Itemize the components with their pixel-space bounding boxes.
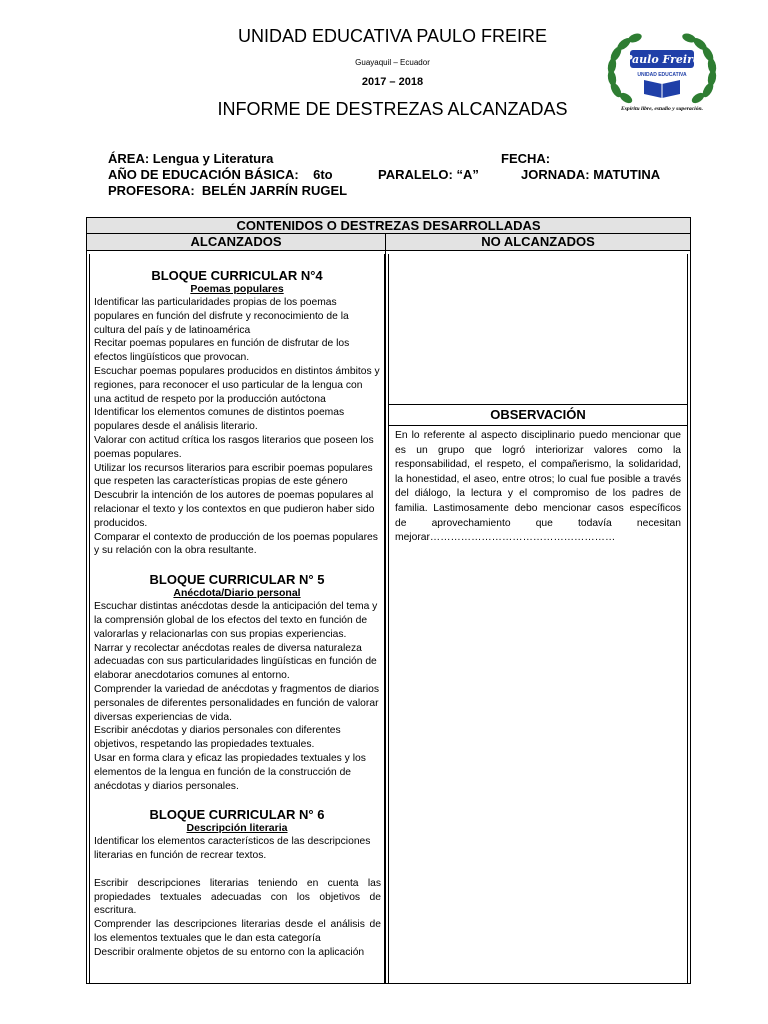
- list-item: Identificar los elementos comunes de distintos poemas populares desde el análisis literario.: [94, 407, 345, 433]
- observacion-box: [389, 404, 687, 983]
- logo-motto: Espíritu libre, estudio y superación.: [620, 106, 704, 112]
- report-title: INFORME DE DESTREZAS ALCANZADAS: [217, 99, 568, 119]
- bloque-subtitle: Poemas populares: [190, 283, 284, 295]
- bloque-title: BLOQUE CURRICULAR N° 5: [149, 572, 325, 588]
- list-item: Comprender la variedad de anécdotas y fragmentos de diarios personales de diferentes personalidades en función de valorar diversas experiencias de vida.: [94, 683, 380, 723]
- logo-subtitle: UNIDAD EDUCATIVA: [637, 72, 687, 78]
- table-column-headers: [87, 234, 690, 251]
- list-item: Recitar poemas populares en función de disfrutar de los efectos lingüísticos que provocan.: [94, 338, 350, 364]
- bloque-title: BLOQUE CURRICULAR N°4: [151, 268, 323, 283]
- bloque-subtitle: Descripción literaria: [186, 822, 288, 835]
- observacion-text: En lo referente al aspecto disciplinario puedo mencionar que es un grupo que logró interiorizar valores como la responsabilidad, el respeto, el compañerismo, la solidaridad, la honestidad, el aseo, entre otros; lo cual fue posible a través del diálogo, la lectura y el compromiso de los padres de familia. Lastimosamente debo mencionar casos específicos de aprovechamiento que todavía necesitan mejorar………………………………………………: [395, 430, 681, 544]
- list-item: Usar en forma clara y eficaz las propiedades textuales y los elementos de la lengua en función de la construcción de anécdotas y diarios personales.: [94, 752, 366, 792]
- bloque-title: BLOQUE CURRICULAR N° 6: [149, 807, 325, 823]
- anio-label: AÑO DE EDUCACIÓN BÁSICA: 6to: [108, 167, 333, 182]
- blank-line: [94, 863, 381, 877]
- list-item: Escribir anécdotas y diarios personales con diferentes objetivos, respetando las propiedades textuales.: [94, 725, 341, 751]
- list-item: Valorar con actitud crítica los rasgos literarios que poseen los poemas populares.: [94, 434, 374, 460]
- laurel-wreath-book-logo: [604, 30, 720, 112]
- jornada-label: JORNADA: MATUTINA: [521, 167, 661, 182]
- fecha-label: FECHA:: [501, 151, 551, 166]
- bloque-subtitle: Anécdota/Diario personal: [173, 587, 301, 600]
- list-item: Escuchar poemas populares producidos en distintos ámbitos y regiones, para reconocer el uso particular de la lengua con una actitud de respeto por la producción autóctona: [94, 365, 380, 405]
- table-title: CONTENIDOS O DESTREZAS DESARROLLADAS: [87, 218, 690, 234]
- city-label: Guayaquil – Ecuador: [355, 58, 430, 67]
- list-item: Identificar las particularidades propias de los poemas populares en función del disfrute y reconocimiento de la cultura del país y de latinoamérica: [94, 297, 349, 336]
- list-item: Narrar y recolectar anécdotas reales de diversa naturaleza adecuadas con sus particularidades lingüísticas en función de elaborar anecdotarios comunes al entorno.: [94, 642, 377, 682]
- alcanzados-cell: [89, 254, 386, 983]
- paralelo-label: PARALELO: “A”: [378, 167, 479, 182]
- profesora-label: PROFESORA: BELÉN JARRÍN RUGEL: [108, 183, 348, 198]
- list-item: Comprender las descripciones literarias desde el análisis de los elementos textuales que le dan esta categoría: [94, 919, 381, 945]
- list-item: Descubrir la intención de los autores de poemas populares al relacionar el texto y los contextos en que pudieron haber sido producidos.: [94, 490, 375, 529]
- list-item: Escribir descripciones literarias teniendo en cuenta las propiedades textuales adecuadas con los objetivos de escritura.: [94, 877, 381, 917]
- bloque-items: [90, 600, 384, 793]
- list-item: Identificar los elementos característicos de las descripciones literarias en función de recrear textos.: [94, 836, 371, 862]
- school-year: 2017 – 2018: [361, 76, 424, 88]
- logo-name: Paulo Freire: [624, 53, 700, 66]
- list-item: Escuchar distintas anécdotas desde la anticipación del tema y la comprensión global de los efectos del texto en función de valorarlas y relacionarlas con sus propias experiencias.: [94, 601, 378, 640]
- bloque-items: [90, 835, 384, 959]
- area-label: ÁREA: Lengua y Literatura: [108, 151, 274, 166]
- observacion-title: OBSERVACIÓN: [389, 405, 687, 426]
- school-name: UNIDAD EDUCATIVA PAULO FREIRE: [237, 26, 548, 46]
- list-item: Comparar el contexto de producción de los poemas populares y su relación con la obra resultante.: [94, 531, 378, 557]
- skills-table: [86, 217, 691, 984]
- list-item: Describir oralmente objetos de su entorno con la aplicación: [94, 946, 365, 958]
- bloque-items: [90, 296, 384, 558]
- col-alcanzados: ALCANZADOS: [190, 234, 282, 249]
- col-no-alcanzados: NO ALCANZADOS: [481, 234, 595, 249]
- no-alcanzados-cell: [388, 254, 688, 983]
- list-item: Utilizar los recursos literarios para escribir poemas populares que respeten las características propias de este género: [94, 462, 373, 488]
